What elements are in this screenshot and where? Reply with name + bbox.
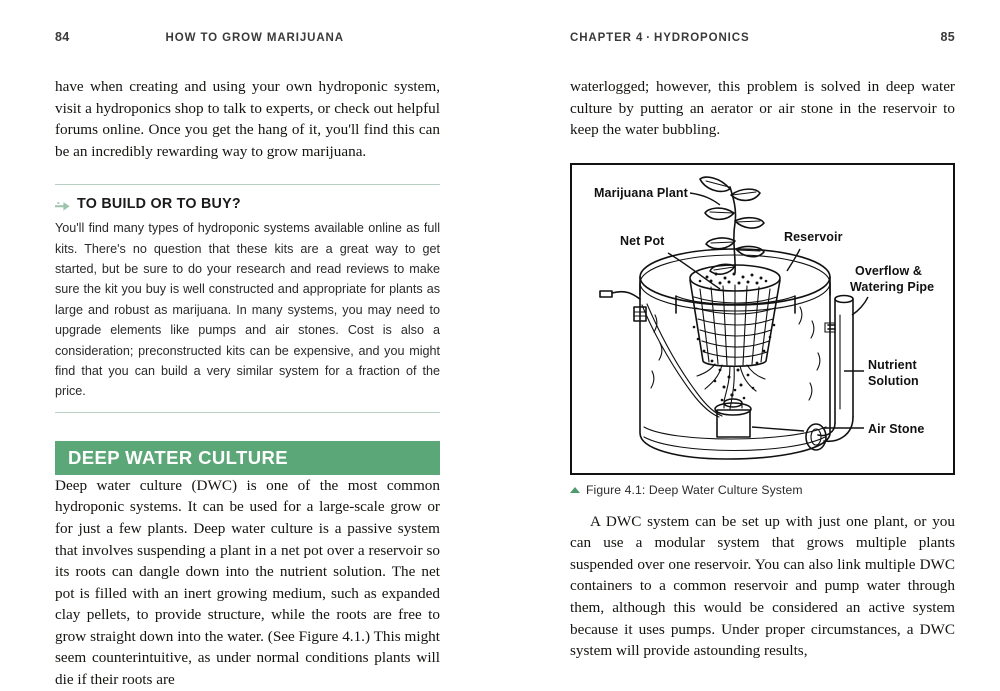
left-section-paragraph: Deep water culture (DWC) is one of the most common hydroponic systems. It can be used for a large-scale grow or for just a few plants. Deep water culture is a passive system that involves suspending a plant in a net pot over a reservoir so its roots can dangle down into the nutrient solution. The net pot is filled with an inert growing medium, such as expanded clay pellets, to provide structure, while the roots are free to grow straight down into the water. (See Figure 4.1.) This might seem counterintuitive, as under normal conditions plants will die if their roots are [55,476,440,689]
right-top-paragraph: waterlogged; however, this problem is solved in deep water culture by putting an aerator or air stone in the reservoir to keep the water bubbling. [570,78,955,139]
label-overflow-pipe-line2: Watering Pipe [850,279,935,294]
sidebar-body-text: You'll find many types of hydroponic systems available online as full kits. There's no question that these kits are a great way to get started, but be sure to do your research and read reviews to make sure the kit you buy is well constructed and appropriate for plants as large and robust as marijuana. In many systems, you may need to upgrade elements like pumps and air stones. Cost is also a consideration; preconstructed kits can be expensive, and you might find that you can build a very similar system for a fraction of the price. [55,221,440,399]
chapter-label: CHAPTER 4 [570,32,644,44]
right-body-column [570,76,955,662]
left-body-column [55,76,440,691]
label-nutrient-line2: Solution [868,373,919,388]
left-page [0,0,500,689]
right-running-head-title [570,32,940,44]
dwc-diagram [572,165,953,473]
sidebar-box [55,184,440,413]
label-reservoir: Reservoir [784,229,843,244]
figure-caption-text: Figure 4.1: Deep Water Culture System [586,482,803,497]
label-air-stone: Air Stone [868,421,925,436]
left-paragraph-1: have when creating and using your own hydroponic system, visit a hydroponics shop to talk to experts, or check out helpful forums online. Once you get the hang of it, you'll find this can be an incredibly rewarding way to grow marijuana. [55,78,440,160]
right-page [500,0,1000,682]
right-running-head [570,30,955,52]
figure-frame [570,163,955,475]
left-running-head [55,30,440,52]
figure-4-1 [570,163,955,497]
section-heading-banner [55,441,440,475]
left-running-head-title: HOW TO GROW MARIJUANA [165,32,344,44]
label-marijuana-plant: Marijuana Plant [594,185,688,200]
triangle-up-icon [570,487,580,493]
label-overflow-pipe-line1: Overflow & [855,263,922,278]
arrow-right-icon [55,199,70,210]
right-bottom-paragraph: A DWC system can be set up with just one plant, or you can use a modular system that grows multiple plants suspended over one reservoir. You can also link multiple DWC containers to a common reservoir and pump water through them, although this would be considered an active system because it uses pumps. Under proper circumstances, a DWC system will provide astounding results, [570,512,955,660]
sidebar-heading [55,196,440,212]
figure-caption [570,483,955,497]
chapter-separator: · [646,32,652,44]
left-folio: 84 [55,30,70,44]
label-nutrient-line1: Nutrient [868,357,917,372]
chapter-title: HYDROPONICS [654,32,750,44]
sidebar-title: TO BUILD OR TO BUY? [77,196,241,213]
right-folio: 85 [940,30,955,44]
section-heading-label: DEEP WATER CULTURE [68,446,288,468]
label-net-pot: Net Pot [620,233,665,248]
